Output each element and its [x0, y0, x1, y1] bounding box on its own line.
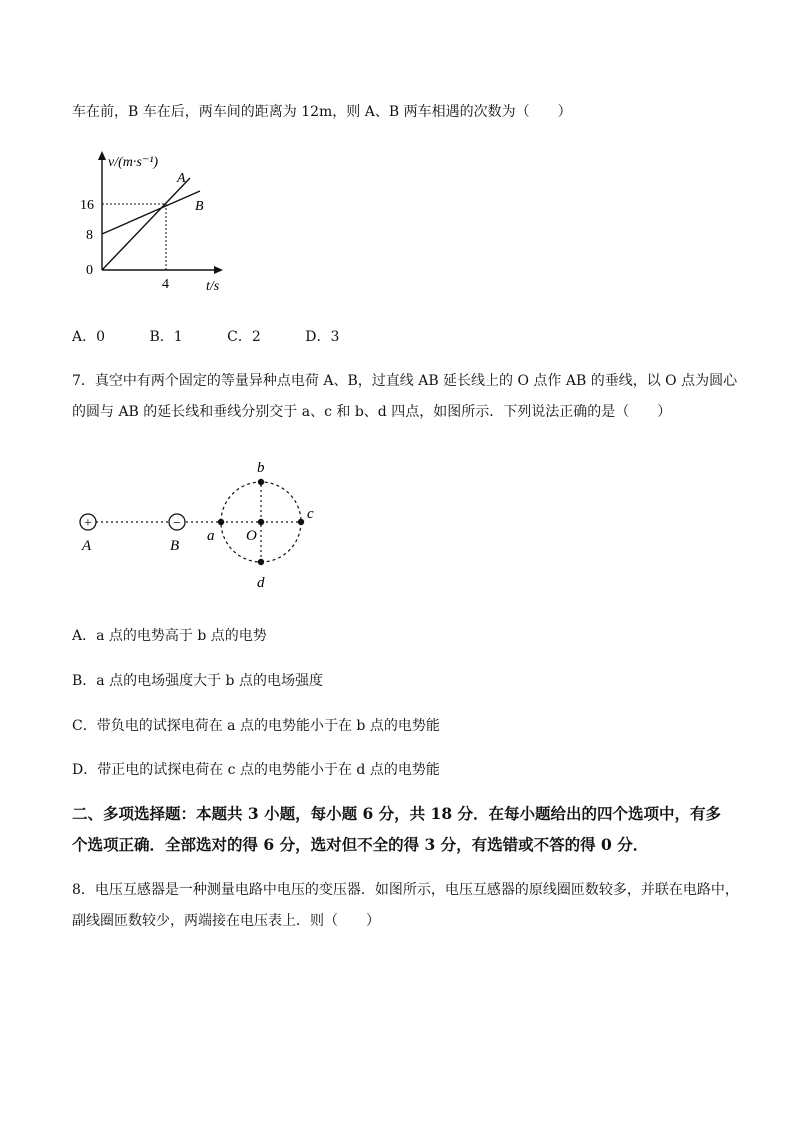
section-2-heading-line2: 个选项正确．全部选对的得 6 分，选对但不全的得 3 分，有选错或不答的得 0 分．	[72, 835, 649, 854]
point-d	[258, 559, 264, 565]
tick-16: 16	[80, 198, 94, 213]
label-a: a	[207, 528, 215, 544]
q7-option-b: B．a 点的电场强度大于 b 点的电场强度	[72, 673, 323, 689]
label-c: c	[307, 506, 314, 522]
q8-stem-line2: 副线圈匝数较少，两端接在电压表上．则（ ）	[72, 913, 380, 929]
point-o	[258, 519, 264, 525]
x-axis-arrow	[214, 266, 223, 274]
charges-circle-diagram	[76, 455, 336, 595]
point-c	[298, 519, 304, 525]
label-b: b	[257, 460, 265, 476]
line-a	[102, 178, 190, 270]
q6-option-b: B．1	[149, 329, 183, 345]
q6-option-a: A．0	[72, 329, 106, 345]
velocity-time-graph	[78, 148, 258, 298]
q8-stem-line1: 8．电压互感器是一种测量电路中电压的变压器．如图所示，电压互感器的原线圈匝数较多，并联在电路中，	[72, 882, 739, 898]
tick-8: 8	[86, 228, 93, 243]
section-2-heading-line1: 二、多项选择题：本题共 3 小题，每小题 6 分，共 18 分．在每小题给出的四个选项中，有多	[72, 804, 722, 823]
line-a-label: A	[177, 171, 186, 186]
label-A: A	[82, 538, 92, 554]
label-B: B	[170, 538, 180, 554]
charge-a-plus: +	[84, 516, 92, 531]
point-a	[218, 519, 224, 525]
tick-4: 4	[162, 277, 169, 292]
tick-0: 0	[86, 263, 93, 278]
q7-option-c: C．带负电的试探电荷在 a 点的电势能小于在 b 点的电势能	[72, 718, 440, 734]
x-axis-label: t/s	[206, 279, 220, 294]
charge-b-minus: −	[173, 516, 181, 531]
label-O: O	[246, 528, 257, 544]
y-axis-label: v/(m·s⁻¹)	[108, 155, 159, 170]
q6-option-d: D．3	[305, 329, 340, 345]
line-b-label: B	[195, 199, 204, 214]
label-d: d	[257, 575, 265, 591]
q7-stem-line2: 的圆与 AB 的延长线和垂线分别交于 a、c 和 b、d 四点，如图所示．下列说法正确的是（ ）	[72, 404, 672, 420]
q7-stem-line1: 7．真空中有两个固定的等量异种点电荷 A、B，过直线 AB 延长线上的 O 点作 AB 的垂线，以 O 点为圆心	[72, 373, 738, 389]
q6-stem-tail: 车在前，B 车在后，两车间的距离为 12m，则 A、B 两车相遇的次数为（ ）	[72, 104, 572, 120]
y-axis-arrow	[98, 151, 106, 160]
q6-option-c: C．2	[227, 329, 261, 345]
point-b	[258, 479, 264, 485]
q7-option-d: D．带正电的试探电荷在 c 点的电势能小于在 d 点的电势能	[72, 762, 440, 778]
q7-option-a: A．a 点的电势高于 b 点的电势	[72, 628, 267, 644]
line-b	[102, 191, 200, 234]
q6-options	[72, 326, 379, 346]
